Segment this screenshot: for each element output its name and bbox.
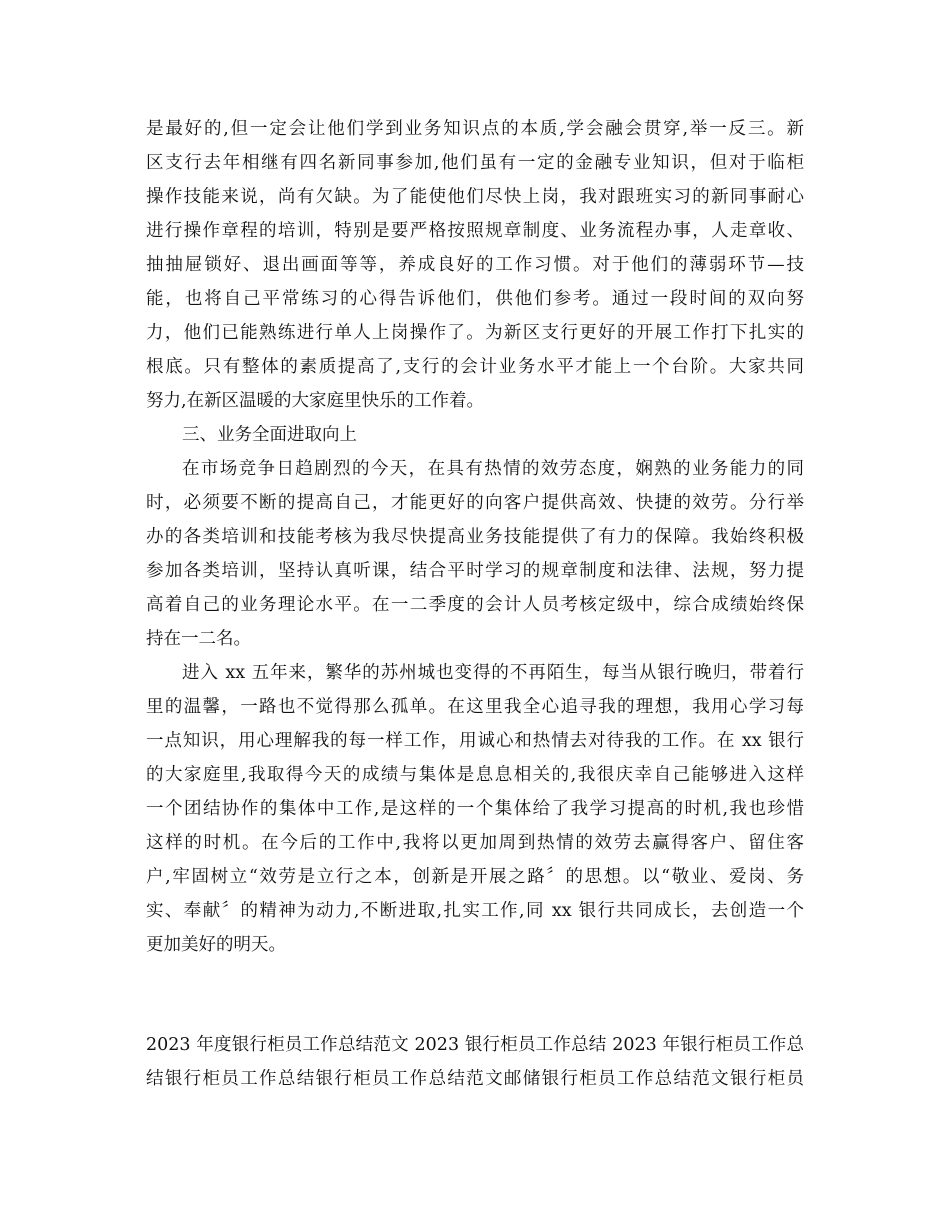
text-line: 进入 xx 五年来，繁华的苏州城也变得的不再陌生，每当从银行晚归，带着行	[182, 663, 804, 683]
text-line: 这样的时机。在今后的工作中,我将以更加周到热情的效劳去赢得客户、留住客	[146, 833, 804, 853]
related-titles-line: 2023 年度银行柜员工作总结范文 2023 银行柜员工作总结 2023 年银行柜员工作总	[146, 1035, 804, 1055]
text-line: 参加各类培训，坚持认真听课，结合平时学习的规章制度和法律、法规，努力提	[146, 561, 804, 581]
related-titles-line: 结银行柜员工作总结银行柜员工作总结范文邮储银行柜员工作总结范文银行柜员	[146, 1069, 804, 1089]
text-line: 里的温馨，一路也不觉得那么孤单。在这里我全心追寻我的理想，我用心学习每	[146, 697, 804, 717]
text-line: 更加美好的明天。	[146, 935, 286, 955]
text-line: 在市场竞争日趋剧烈的今天，在具有热情的效劳态度，娴熟的业务能力的同	[182, 459, 804, 479]
text-line: 是最好的,但一定会让他们学到业务知识点的本质,学会融会贯穿,举一反三。新	[146, 119, 804, 139]
text-line: 持在一二名。	[146, 629, 251, 649]
text-line: 的大家庭里,我取得今天的成绩与集体是息息相关的,我很庆幸自己能够进入这样	[146, 765, 804, 785]
text-line: 区支行去年相继有四名新同事参加,他们虽有一定的金融专业知识，但对于临柜	[146, 153, 804, 173]
text-line: 实、奉献〞的精神为动力,不断进取,扎实工作,同 xx 银行共同成长，去创造一个	[146, 901, 804, 921]
paragraph-team-training	[146, 112, 804, 418]
body-text	[146, 112, 804, 962]
text-line: 抽抽屉锁好、退出画面等等，养成良好的工作习惯。对于他们的薄弱环节—技	[146, 255, 804, 275]
text-line: 高着自己的业务理论水平。在一二季度的会计人员考核定级中，综合成绩始终保	[146, 595, 804, 615]
text-line: 进行操作章程的培训，特别是要严格按照规章制度、业务流程办事，人走章收、	[146, 221, 804, 241]
text-line: 能，也将自己平常练习的心得告诉他们，供他们参考。通过一段时间的双向努	[146, 289, 804, 309]
related-titles	[146, 1028, 804, 1096]
section-heading-text: 三、业务全面进取向上	[182, 425, 357, 445]
text-line: 一个团结协作的集体中工作,是这样的一个集体给了我学习提高的时机,我也珍惜	[146, 799, 804, 819]
text-line: 时，必须要不断的提高自己，才能更好的向客户提供高效、快捷的效劳。分行举	[146, 493, 804, 513]
paragraph-conclusion	[146, 656, 804, 962]
text-line: 根底。只有整体的素质提高了,支行的会计业务水平才能上一个台阶。大家共同	[146, 357, 804, 377]
text-line: 一点知识，用心理解我的每一样工作，用诚心和热情去对待我的工作。在 xx 银行	[146, 731, 804, 751]
text-line: 办的各类培训和技能考核为我尽快提高业务技能提供了有力的保障。我始终积极	[146, 527, 804, 547]
text-line: 力，他们已能熟练进行单人上岗操作了。为新区支行更好的开展工作打下扎实的	[146, 323, 804, 343]
paragraph-business-progress	[146, 452, 804, 656]
text-line: 户,牢固树立“效劳是立行之本，创新是开展之路〞的思想。以“敬业、爱岗、务	[146, 867, 804, 887]
text-line: 努力,在新区温暖的大家庭里快乐的工作着。	[146, 391, 485, 411]
section-heading	[146, 418, 804, 452]
text-line: 操作技能来说，尚有欠缺。为了能使他们尽快上岗，我对跟班实习的新同事耐心	[146, 187, 804, 207]
